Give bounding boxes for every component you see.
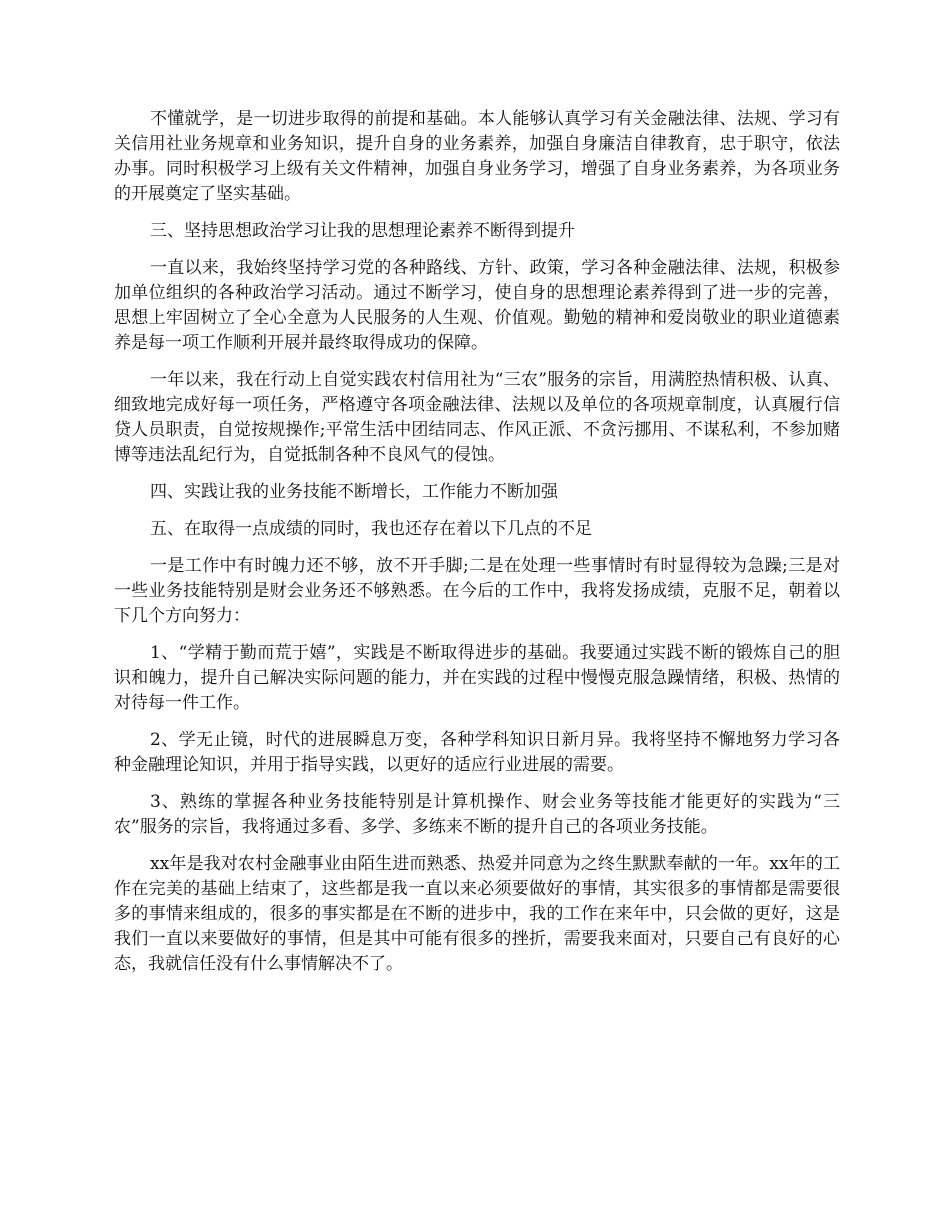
paragraph-study-foundation: 不懂就学，是一切进步取得的前提和基础。本人能够认真学习有关金融法律、法规、学习有关信用社业务规章和业务知识，提升自身的业务素养，加强自身廉洁自律教育，忠于职守，依法办事。同时积极学习上级有关文件精神，加强自身业务学习，增强了自身业务素养，为各项业务的开展奠定了坚实基础。	[114, 109, 840, 204]
paragraph-direction-3: 3、熟练的掌握各种业务技能特别是计算机操作、财会业务等技能才能更好的实践为“三农”服务的宗旨，我将通过多看、多学、多练来不断的提升自己的各项业务技能。	[114, 792, 840, 837]
paragraph-conclusion: xx年是我对农村金融事业由陌生进而熟悉、热爱并同意为之终生默默奉献的一年。xx年的工作在完美的基础上结束了，这些都是我一直以来必须要做好的事情，其实很多的事情都是需要很多的事情来组成的，很多的事实都是在不断的进步中，我的工作在来年中，只会做的更好，这是我们一直以来要做好的事情，但是其中可能有很多的挫折，需要我来面对，只要自己有良好的心态，我就信任没有什么事情解决不了。	[114, 854, 840, 974]
paragraph-direction-2: 2、学无止镜，时代的进展瞬息万变，各种学科知识日新月异。我将坚持不懈地努力学习各种金融理论知识，并用于指导实践，以更好的适应行业进展的需要。	[114, 730, 840, 775]
paragraph-direction-1: 1、“学精于勤而荒于嬉”，实践是不断取得进步的基础。我要通过实践不断的锻炼自己的胆识和魄力，提升自己解决实际问题的能力，并在实践的过程中慢慢克服急躁情绪，积极、热情的对待每一件工作。	[114, 643, 840, 713]
paragraph-service-conduct: 一年以来，我在行动上自觉实践农村信用社为“三农”服务的宗旨，用满腔热情积极、认真、细致地完成好每一项任务，严格遵守各项金融法律、法规以及单位的各项规章制度，认真履行信贷人员职责，自觉按规操作;平常生活中团结同志、作风正派、不贪污挪用、不谋私利，不参加赌博等违法乱纪行为，自觉抵制各种不良风气的侵蚀。	[114, 370, 840, 465]
section-heading-4: 四、实践让我的业务技能不断增长，工作能力不断加强	[150, 482, 558, 502]
paragraph-shortcomings: 一是工作中有时魄力还不够，放不开手脚;二是在处理一些事情时有时显得较为急躁;三是对一些业务技能特别是财会业务还不够熟悉。在今后的工作中，我将发扬成绩，克服不足，朝着以下几个方向努力：	[114, 556, 840, 626]
section-heading-3: 三、坚持思想政治学习让我的思想理论素养不断得到提升	[150, 221, 575, 241]
paragraph-political-study: 一直以来，我始终坚持学习党的各种路线、方针、政策，学习各种金融法律、法规，积极参加单位组织的各种政治学习活动。通过不断学习，使自身的思想理论素养得到了进一步的完善，思想上牢固树立了全心全意为人民服务的人生观、价值观。勤勉的精神和爱岗敬业的职业道德素养是每一项工作顺利开展并最终取得成功的保障。	[114, 258, 840, 353]
document-body	[114, 107, 840, 989]
section-heading-5: 五、在取得一点成绩的同时，我也还存在着以下几点的不足	[150, 519, 592, 539]
